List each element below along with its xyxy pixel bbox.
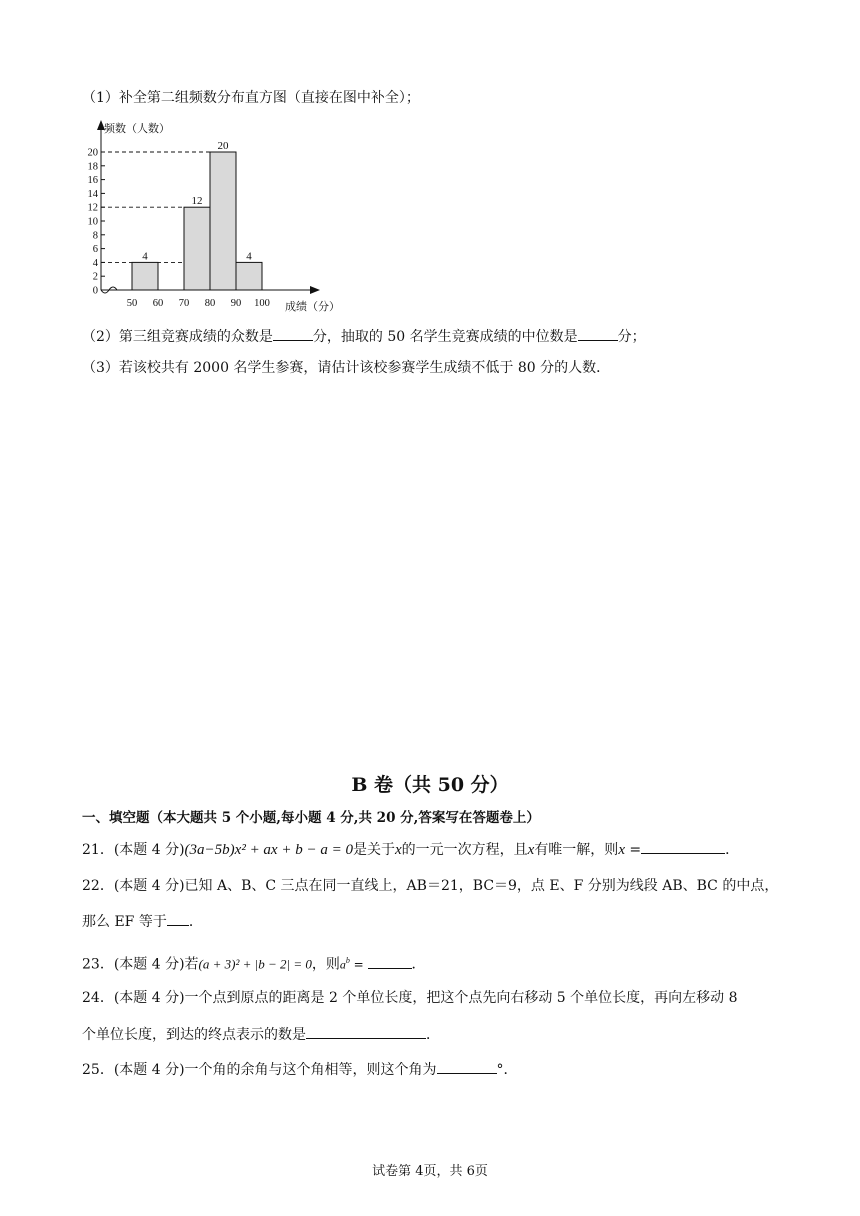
p23-eq2: = <box>349 957 368 972</box>
y-tick-label: 0 <box>92 285 98 297</box>
p21-var-1: x <box>394 842 402 858</box>
p21-number: 21．(本题 4 分) <box>82 842 185 858</box>
bar-value-label: 4 <box>246 250 252 263</box>
problem-24-line-1: 24．(本题 4 分)一个点到原点的距离是 2 个单位长度，把这个点先向右移动 5 个单位长度，再向左移动 8 <box>82 990 738 1006</box>
p22-text-a: 那么 EF 等于 <box>82 914 167 930</box>
p21-equals: = <box>624 842 642 858</box>
y-tick-label: 14 <box>87 188 98 200</box>
question-1: （1）补全第二组频数分布直方图（直接在图中补全）； <box>82 90 420 106</box>
x-tick-label: 80 <box>204 298 216 309</box>
q2-text-a: （2）第三组竞赛成绩的众数是 <box>82 329 273 345</box>
x-tick-label: 100 <box>254 298 270 309</box>
p21-end: ． <box>725 842 740 858</box>
p22-answer-blank[interactable] <box>167 911 189 926</box>
p21-text-b: 的一元一次方程，且 <box>401 842 528 858</box>
bar-value-label: 12 <box>191 195 203 208</box>
p24-text-a: 个单位长度，到达的终点表示的数是 <box>82 1027 306 1043</box>
p25-answer-blank[interactable] <box>437 1059 497 1074</box>
question-3: （3）若该校共有 2000 名学生参赛，请估计该校参赛学生成绩不低于 80 分的人数． <box>82 360 611 376</box>
frequency-histogram <box>80 116 380 346</box>
x-axis-label: 成绩（分） <box>285 301 340 313</box>
y-tick-label: 10 <box>87 216 98 228</box>
y-tick-label: 18 <box>87 161 98 173</box>
p24-answer-blank[interactable] <box>306 1024 426 1039</box>
p23-power-base: a <box>339 957 346 972</box>
x-tick-label: 60 <box>152 298 164 309</box>
problem-25 <box>82 1059 518 1080</box>
q2-blank-median[interactable] <box>578 326 618 341</box>
y-tick-label: 6 <box>92 244 98 256</box>
p23-number: 23．(本题 4 分)若 <box>82 956 199 973</box>
histogram-bar <box>210 152 236 290</box>
p23-equation: (a + 3)² + |b − 2| = 0 <box>198 956 312 972</box>
q2-text-b: 分，抽取的 50 名学生竞赛成绩的中位数是 <box>312 329 578 345</box>
p24-end: ． <box>426 1027 440 1043</box>
p23-power-exp: b <box>345 956 350 965</box>
problem-22-line-1: 22．(本题 4 分)已知 A、B、C 三点在同一直线上，AB＝21，BC＝9，点 E、F 分别为线段 AB、BC 的中点， <box>82 878 779 894</box>
y-tick-label: 2 <box>92 271 98 283</box>
problem-24-line-2 <box>82 1024 440 1045</box>
y-tick-label: 12 <box>87 202 98 214</box>
y-axis-label: 频数（人数） <box>104 123 170 135</box>
p21-var-2: x <box>527 842 535 858</box>
problem-23 <box>82 951 426 975</box>
y-tick-label: 16 <box>87 175 98 187</box>
p25-end: °． <box>496 1062 518 1078</box>
p23-answer-blank[interactable] <box>368 954 412 969</box>
bar-value-label: 4 <box>142 250 148 263</box>
x-tick-label: 50 <box>126 298 138 309</box>
p23-text-b: ，则 <box>311 956 340 973</box>
x-axis-arrow <box>310 286 320 294</box>
p23-end: ． <box>411 956 426 973</box>
bar-value-label: 20 <box>217 140 229 152</box>
histogram-bar <box>184 207 210 290</box>
y-tick-label: 20 <box>87 147 98 159</box>
p21-var-3: x <box>618 842 625 858</box>
q2-text-c: 分； <box>617 329 646 345</box>
section-heading: 一、填空题（本大题共 5 个小题,每小题 4 分,共 20 分,答案写在答题卷上） <box>82 810 540 826</box>
p22-end: ． <box>188 914 203 930</box>
x-tick-label: 90 <box>230 298 242 309</box>
problem-21 <box>82 839 739 860</box>
question-2 <box>82 326 646 347</box>
page-footer: 试卷第 4页，共 6页 <box>372 1164 488 1179</box>
q2-blank-mode[interactable] <box>273 326 313 341</box>
p21-answer-blank[interactable] <box>641 839 725 854</box>
histogram-bar <box>236 262 262 290</box>
problem-22-line-2 <box>82 911 203 932</box>
p21-text-a: 是关于 <box>352 842 395 858</box>
p25-text-a: 25．(本题 4 分)一个角的余角与这个角相等，则这个角为 <box>82 1062 437 1078</box>
p21-equation: (3a−5b)x² + ax + b − a = 0 <box>184 842 353 858</box>
y-tick-label: 4 <box>92 257 98 269</box>
histogram-bar <box>132 262 158 290</box>
y-tick-label: 8 <box>92 230 98 242</box>
section-title: B 卷（共 50 分） <box>351 774 509 796</box>
x-tick-label: 70 <box>178 298 190 309</box>
p21-text-c: 有唯一解，则 <box>534 842 619 858</box>
